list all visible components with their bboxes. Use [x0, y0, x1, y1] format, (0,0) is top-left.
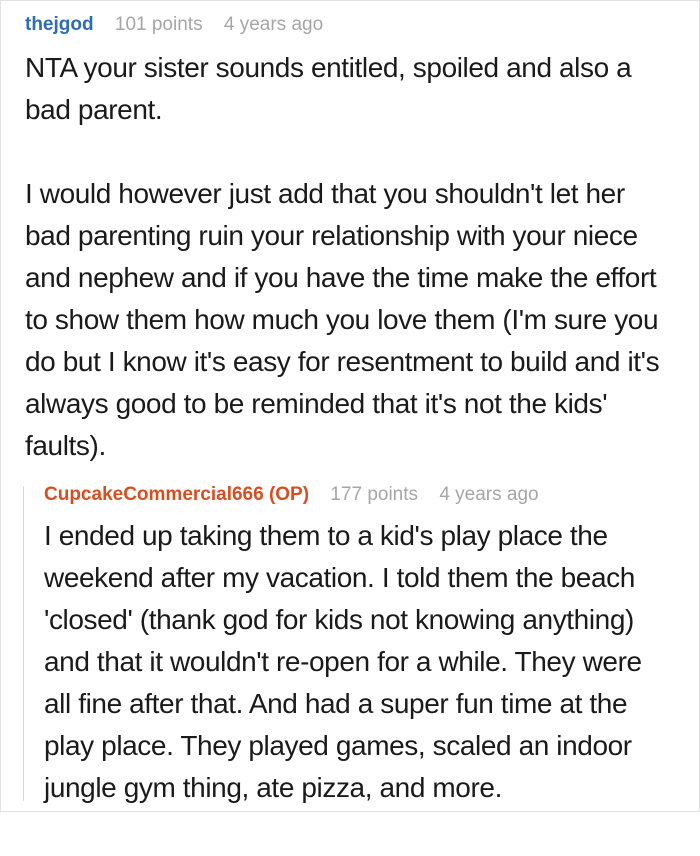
comment-body [25, 47, 675, 467]
comment-reply [23, 483, 675, 809]
comment-body [44, 515, 675, 809]
comment-paragraph: I would however just add that you shouldn't let her bad parenting ruin your relationship with your niece and nephew and if you have the time make the effort to show them how much you love them (I'm sure you do but I know it's easy for resentment to build and it's always good to be reminded that it's not the kids' faults). [25, 178, 660, 461]
comment-author-link-op[interactable]: CupcakeCommercial666 (OP) [44, 484, 310, 505]
comment-paragraph: I ended up taking them to a kid's play place the weekend after my vacation. I told them the beach 'closed' (thank god for kids not knowing anything) and that it wouldn't re-open for a while. They were all fine after that. And had a super fun time at the play place. They played games, scaled an indoor jungle gym thing, ate pizza, and more. [44, 520, 642, 803]
comment-timestamp: 4 years ago [223, 14, 324, 35]
comment-paragraph: NTA your sister sounds entitled, spoiled and also a bad parent. [25, 52, 632, 125]
comment-points: 101 points [114, 14, 203, 35]
comment-timestamp: 4 years ago [439, 484, 539, 505]
comment-header [44, 483, 675, 507]
comment-top [25, 13, 675, 467]
comment-author-link[interactable]: thejgod [25, 14, 94, 35]
comment-header [25, 13, 675, 37]
comment-points: 177 points [330, 484, 419, 505]
thread-indent-line [23, 486, 24, 801]
